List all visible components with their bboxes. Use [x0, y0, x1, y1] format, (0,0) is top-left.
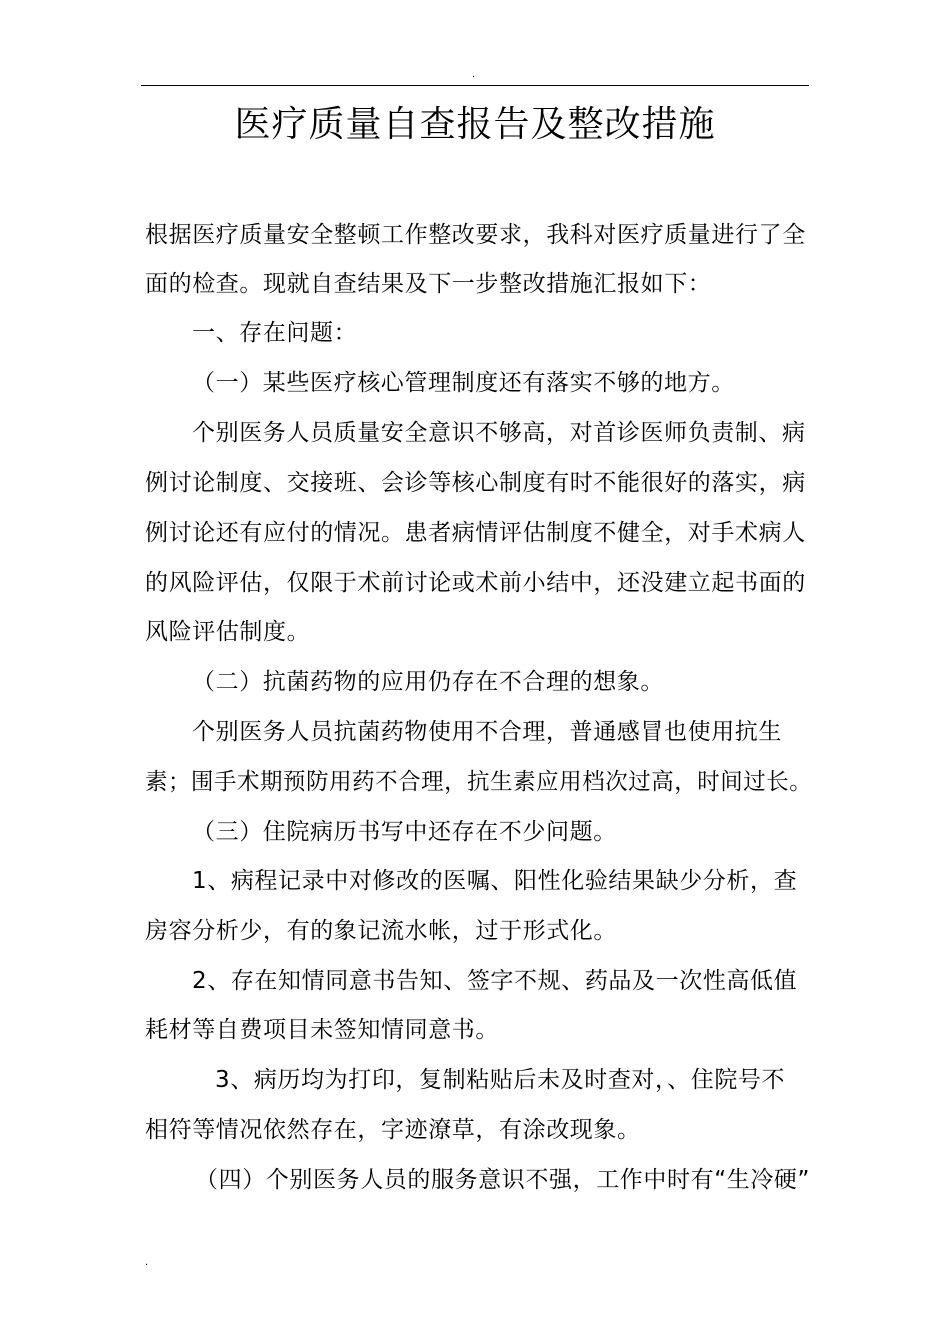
footer-dot: .	[145, 1257, 149, 1268]
header-dot: .	[472, 69, 476, 80]
paragraph-line: 素；围手术期预防用药不合理，抗生素应用档次过高，时间过长。	[145, 769, 813, 795]
section-heading: 一、存在问题：	[192, 320, 358, 346]
header-rule	[141, 85, 809, 86]
subsection-heading: （四）个别医务人员的服务意识不强，工作中时有“生冷硬”	[195, 1167, 811, 1193]
paragraph-line: 例讨论制度、交接班、会诊等核心制度有时不能很好的落实，病	[145, 470, 806, 496]
subsection-heading: （二）抗菌药物的应用仍存在不合理的想象。	[192, 669, 664, 695]
subsection-heading: （三）住院病历书写中还存在不少问题。	[192, 819, 617, 845]
paragraph-line: 例讨论还有应付的情况。患者病情评估制度不健全，对手术病人	[145, 520, 806, 546]
paragraph-line: 1、病程记录中对修改的医嘱、阳性化验结果缺少分析，查	[192, 868, 798, 894]
subsection-heading: （一）某些医疗核心管理制度还有落实不够的地方。	[192, 370, 735, 396]
paragraph-line: 根据医疗质量安全整顿工作整改要求，我科对医疗质量进行了全	[145, 222, 806, 248]
paragraph-line: 的风险评估，仅限于术前讨论或术前小结中，还没建立起书面的	[145, 570, 806, 596]
paragraph-line: 耗材等自费项目未签知情同意书。	[145, 1017, 499, 1043]
paragraph-line: 3、病历均为打印，复制粘贴后未及时查对，、住院号不	[215, 1067, 786, 1093]
paragraph-line: 房容分析少，有的象记流水帐，过于形式化。	[145, 918, 617, 944]
document-title: 医疗质量自查报告及整改措施	[234, 104, 716, 145]
paragraph-line: 面的检查。现就自查结果及下一步整改措施汇报如下：	[145, 271, 712, 297]
paragraph-line: 相符等情况依然存在，字迹潦草，有涂改现象。	[145, 1117, 641, 1143]
paragraph-line: 个别医务人员质量安全意识不够高，对首诊医师负责制、病	[192, 420, 806, 446]
paragraph-line: 个别医务人员抗菌药物使用不合理，普通感冒也使用抗生	[192, 719, 782, 745]
paragraph-line: 2、存在知情同意书告知、签字不规、药品及一次性高低值	[192, 968, 798, 994]
paragraph-line: 风险评估制度。	[145, 619, 311, 645]
